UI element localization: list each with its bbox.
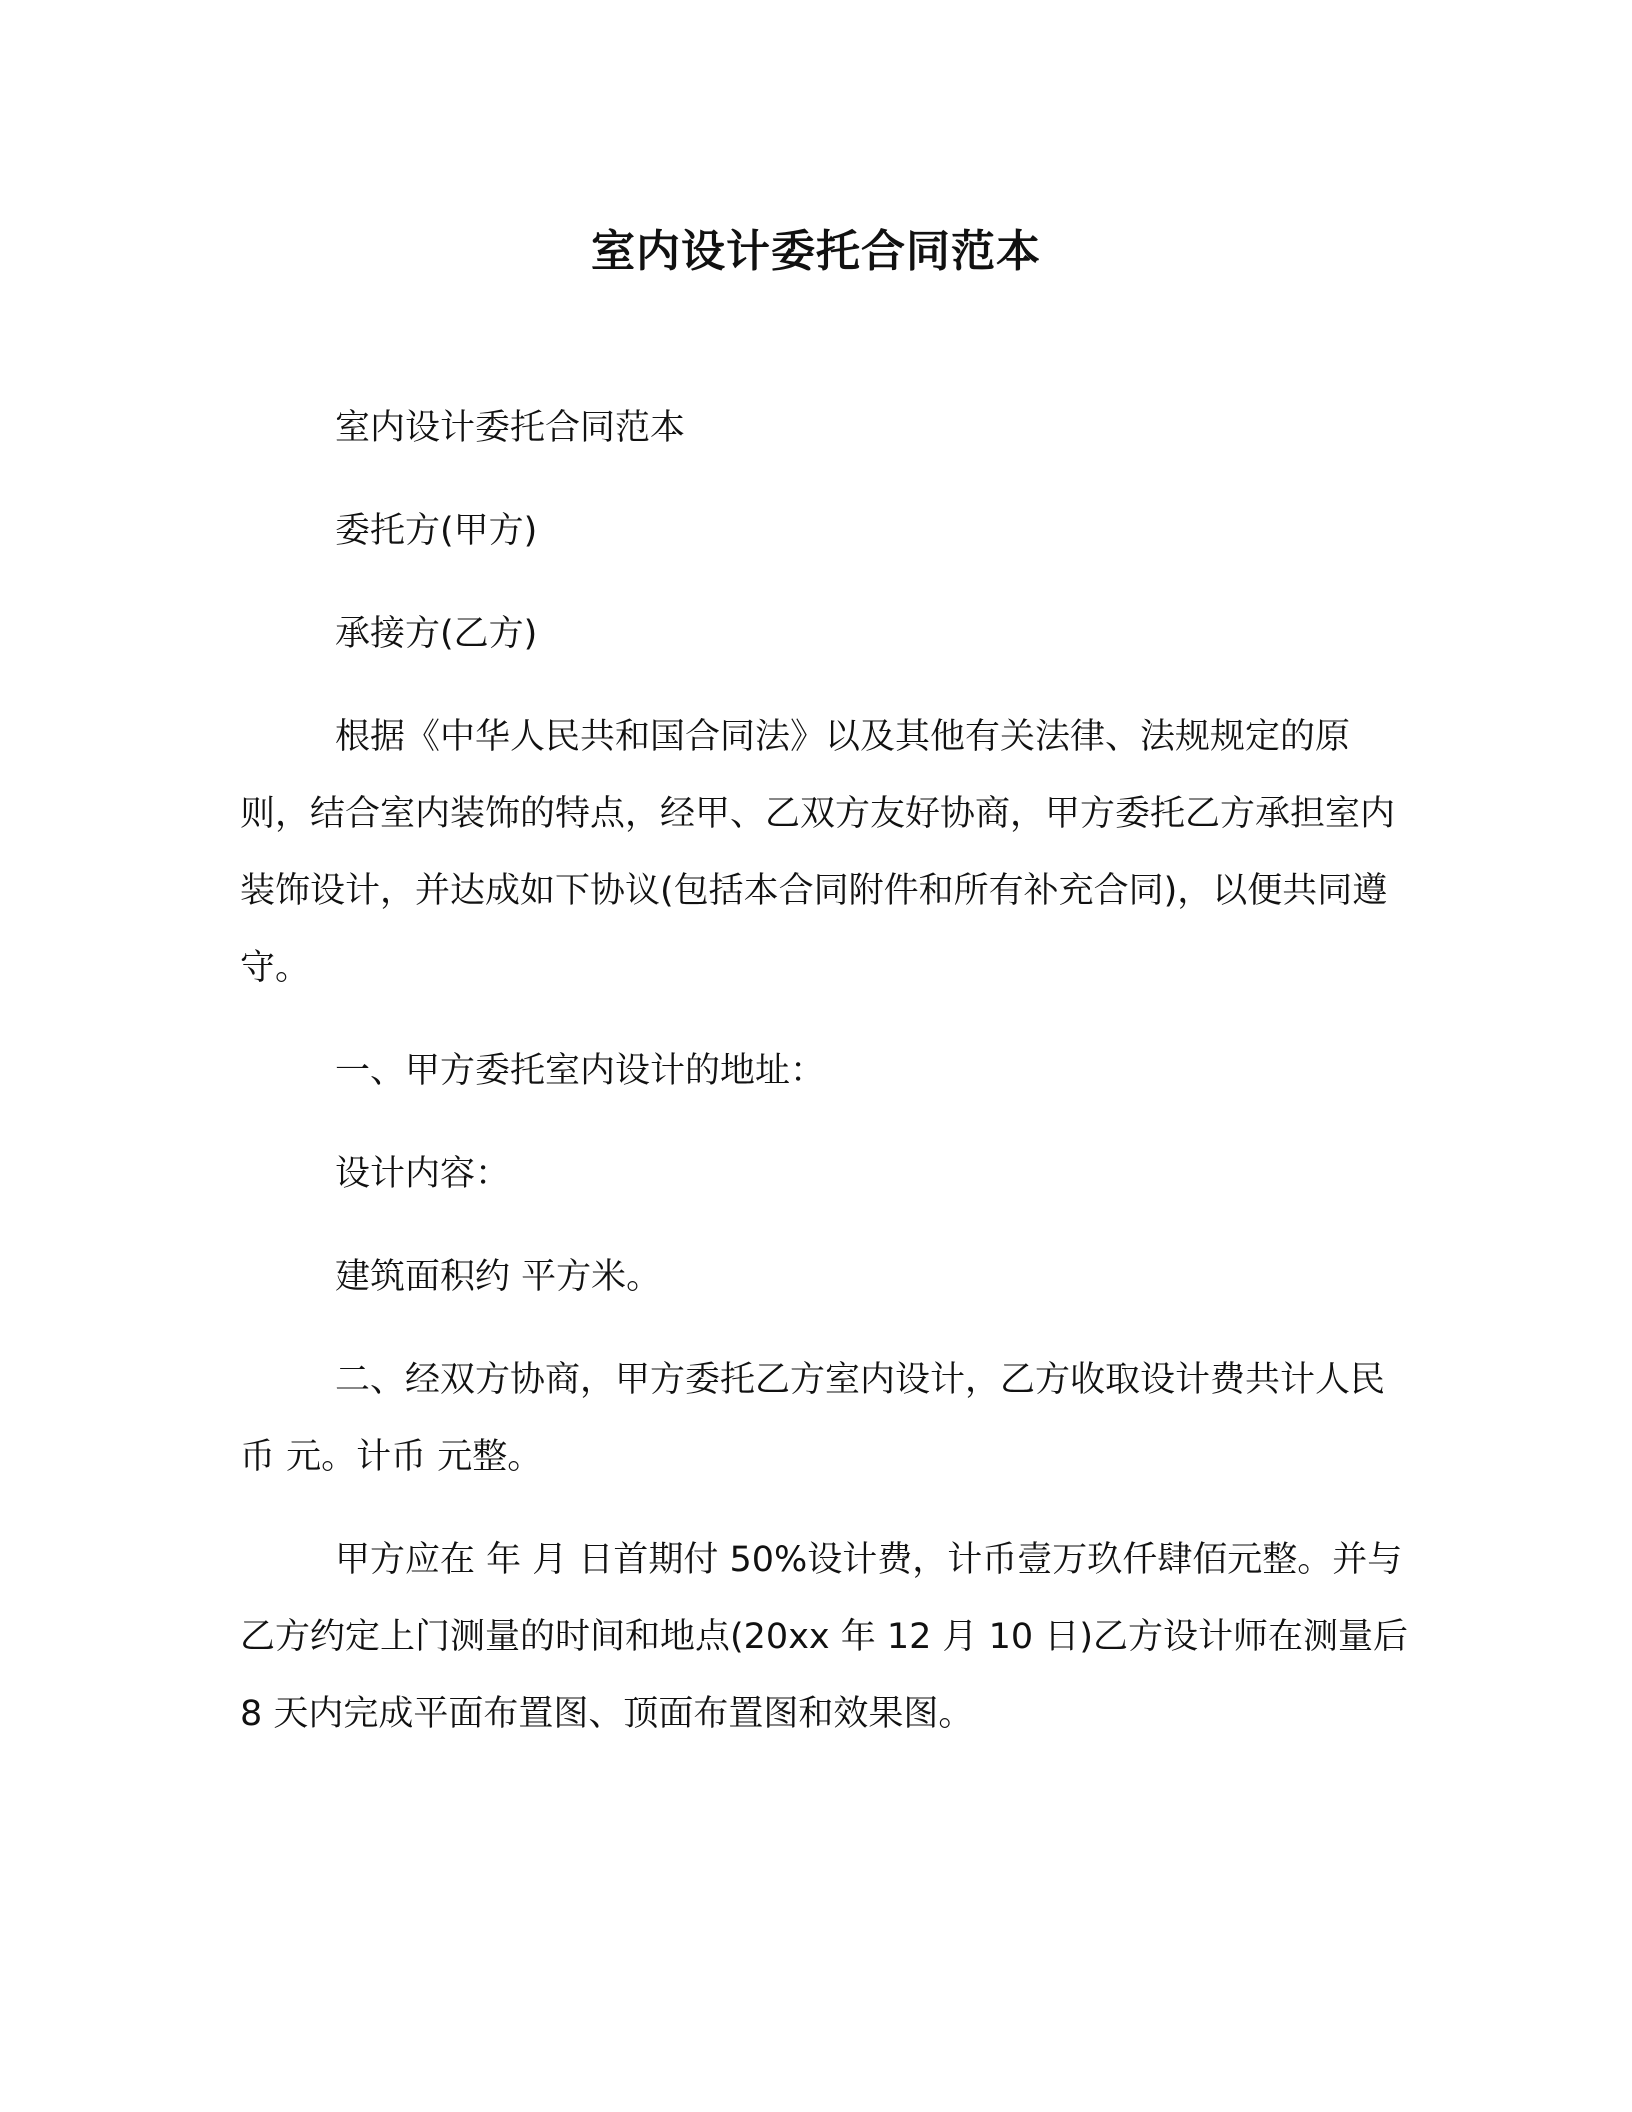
paragraph-clause-2-fee: 二、经双方协商，甲方委托乙方室内设计，乙方收取设计费共计人民币 元。计币 元整。 xyxy=(240,1360,1386,1477)
document-title: 室内设计委托合同范本 xyxy=(591,226,1041,277)
paragraph-clause-1-address: 一、甲方委托室内设计的地址： xyxy=(335,1051,826,1091)
document-body xyxy=(240,390,1410,1779)
paragraph-building-area: 建筑面积约 平方米。 xyxy=(335,1257,662,1297)
paragraph-payment-schedule: 甲方应在 年 月 日首期付 50%设计费，计币壹万玖仟肆佰元整。并与乙方约定上门测量的时间和地点(20xx 年 12 月 10 日)乙方设计师在测量后 8 天内完成平面布置图、顶面布置图和效果图。 xyxy=(240,1540,1408,1734)
paragraph-subtitle: 室内设计委托合同范本 xyxy=(335,408,686,448)
paragraph-design-content: 设计内容： xyxy=(335,1154,511,1194)
paragraph-party-b: 承接方(乙方) xyxy=(335,614,538,654)
paragraph-preamble: 根据《中华人民共和国合同法》以及其他有关法律、法规规定的原则，结合室内装饰的特点，经甲、乙双方友好协商，甲方委托乙方承担室内装饰设计，并达成如下协议(包括本合同附件和所有补充合同)，以便共同遵守。 xyxy=(240,717,1396,988)
paragraph-party-a: 委托方(甲方) xyxy=(335,511,538,551)
